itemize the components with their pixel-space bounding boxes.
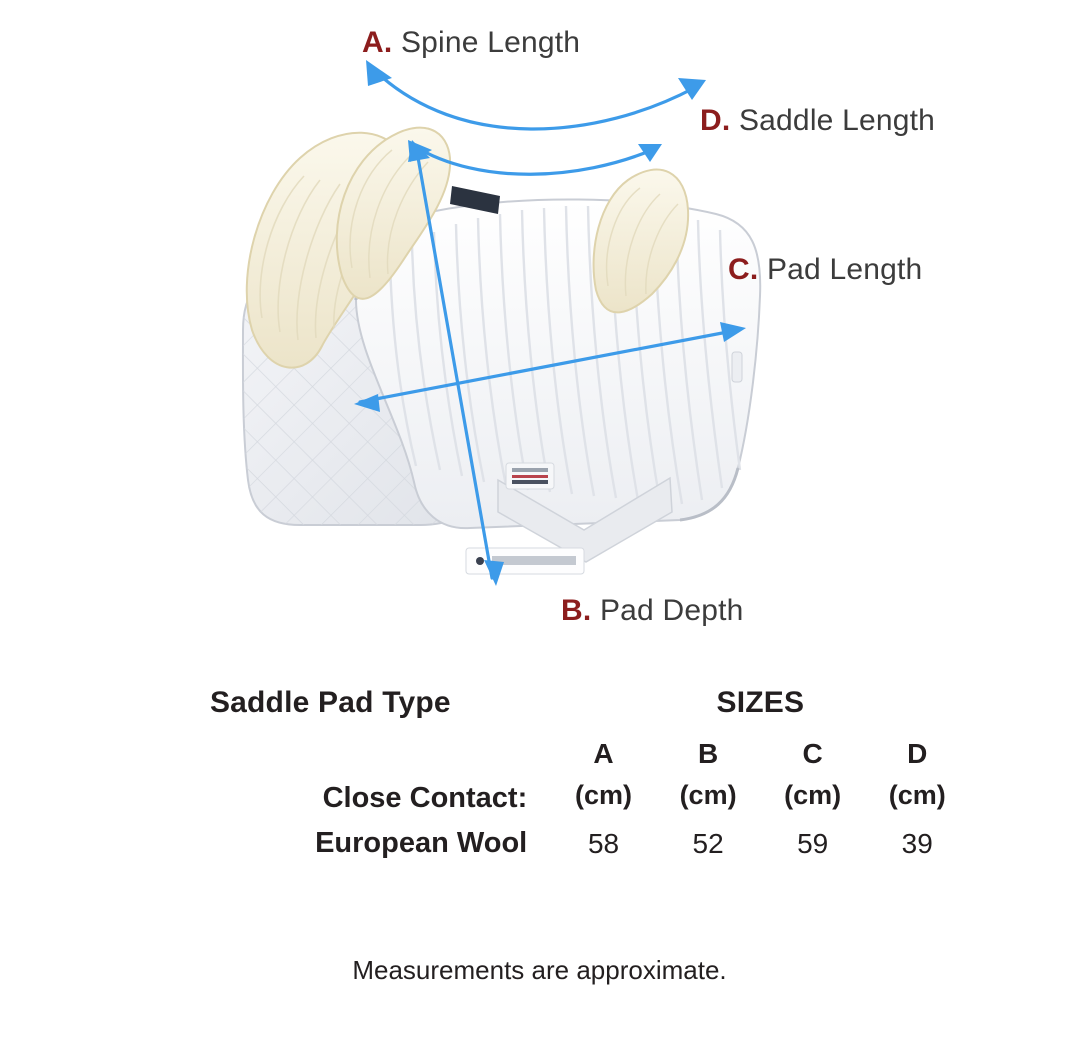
callout-label-d: Saddle Length [738,104,936,137]
size-table [110,672,970,866]
callout-letter-b: B. [561,594,592,627]
callout-saddle-length [700,104,935,138]
saddle-pad-type-header: Saddle Pad Type [209,686,451,719]
callout-letter-d: D. [700,104,731,137]
row-value-c: 59 [797,827,829,859]
column-letter-a: A [593,738,614,769]
column-unit-a: (cm) [575,780,633,810]
callout-label-a: Spine Length [400,26,581,59]
size-table-container [0,672,1079,866]
callout-pad-length [728,253,922,287]
row-label-european-wool: European Wool [315,827,528,859]
callout-letter-a: A. [362,26,393,59]
sizes-header: SIZES [716,686,805,719]
row-value-b: 52 [692,827,724,859]
table-letter-row [110,726,970,772]
callout-letter-c: C. [728,253,759,286]
column-unit-d: (cm) [888,780,946,810]
table-unit-row [110,772,970,821]
column-letter-b: B [697,738,719,769]
table-row [110,821,970,866]
callout-label-b: Pad Depth [599,594,744,627]
spacer-cell [110,726,552,772]
column-unit-b: (cm) [679,780,737,810]
callout-label-c: Pad Length [766,253,923,286]
callout-spine-length [362,26,580,60]
table-header-row [110,672,970,726]
callout-pad-depth [561,594,744,628]
column-unit-c: (cm) [784,780,842,810]
column-letter-d: D [907,738,928,769]
group-label-close-contact: Close Contact: [322,782,528,814]
column-letter-c: C [802,738,823,769]
row-value-d: 39 [901,827,933,859]
bottom-tag-icon [466,548,584,574]
footnote: Measurements are approximate. [352,955,727,985]
side-tab-icon [732,352,742,382]
logo-patch-icon [506,463,554,489]
row-value-a: 58 [587,827,620,859]
